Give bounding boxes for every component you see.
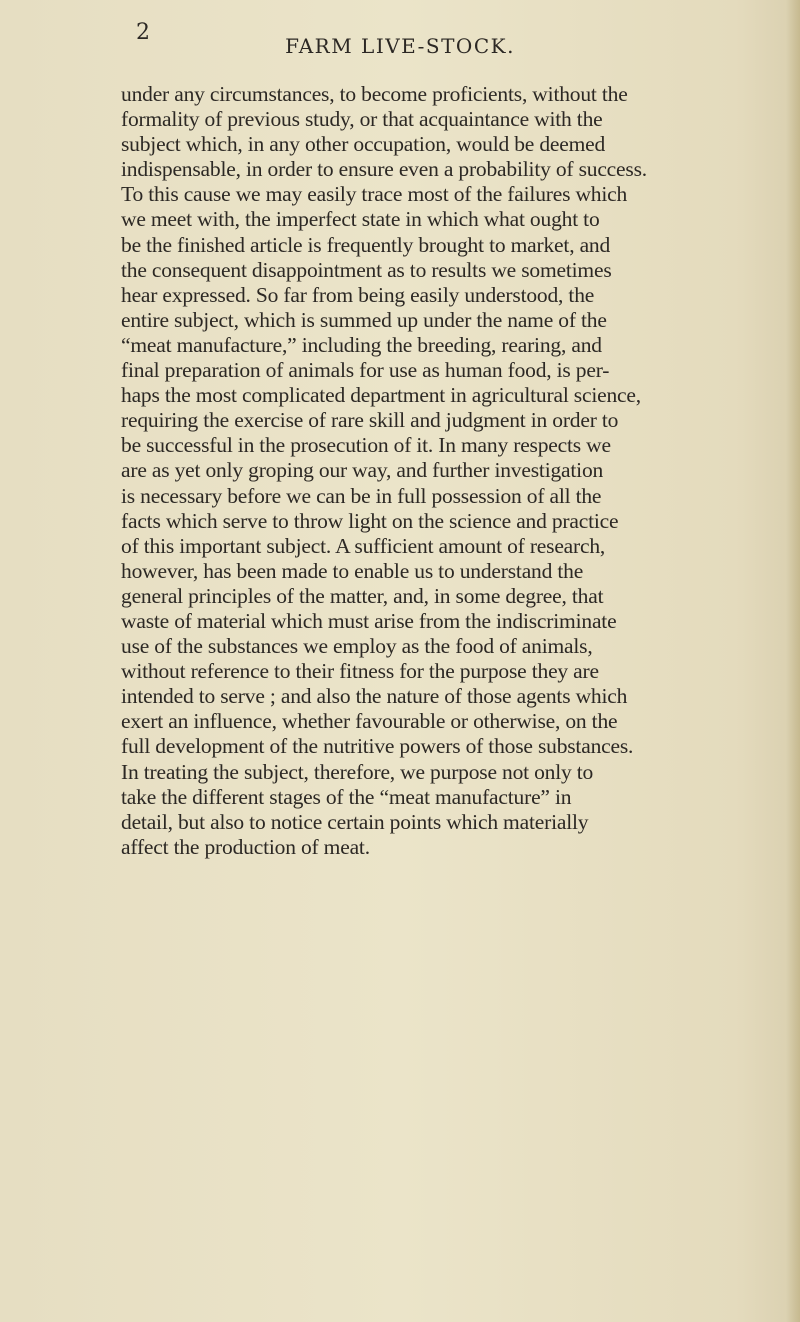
text-line: requiring the exercise of rare skill and judgment in order to: [121, 408, 619, 433]
text-line: under any circumstances, to become proficients, without the: [121, 82, 628, 106]
text-line: final preparation of animals for use as human food, is per-: [121, 358, 610, 383]
text-line: entire subject, which is summed up under the name of the: [121, 307, 607, 332]
text-line: To this cause we may easily trace most of the failures which: [121, 182, 628, 207]
text-line: use of the substances we employ as the food of animals,: [121, 634, 593, 659]
text-line: exert an influence, whether favourable or otherwise, on the: [121, 709, 618, 734]
body-paragraph: [121, 82, 800, 860]
text-line: is necessary before we can be in full possession of all the: [121, 483, 602, 508]
text-line: take the different stages of the “meat manufacture” in: [121, 784, 572, 809]
text-line: without reference to their fitness for the purpose they are: [121, 659, 599, 684]
text-line: formality of previous study, or that acquaintance with the: [121, 107, 603, 132]
text-line: subject which, in any other occupation, would be deemed: [121, 132, 606, 157]
text-line: we meet with, the imperfect state in which what ought to: [121, 207, 600, 232]
text-line: detail, but also to notice certain points which materially: [121, 809, 589, 834]
text-line: of this important subject. A sufficient amount of research,: [121, 533, 606, 558]
text-line: be the finished article is frequently brought to market, and: [121, 232, 611, 257]
text-line: be successful in the prosecution of it. In many respects we: [121, 433, 611, 458]
text-line: waste of material which must arise from the indiscriminate: [121, 608, 617, 633]
text-line: In treating the subject, therefore, we purpose not only to: [121, 759, 594, 784]
text-line: however, has been made to enable us to understand the: [121, 558, 584, 583]
text-line: haps the most complicated department in agricultural science,: [121, 383, 641, 408]
text-line: the consequent disappointment as to results we sometimes: [121, 257, 612, 282]
text-line: general principles of the matter, and, in some degree, that: [121, 583, 604, 608]
page-number: 2: [136, 20, 150, 45]
text-line: affect the production of meat.: [121, 834, 370, 859]
text-line: are as yet only groping our way, and further investigation: [121, 458, 604, 483]
text-line: facts which serve to throw light on the science and practice: [121, 508, 619, 533]
text-line: hear expressed. So far from being easily understood, the: [121, 282, 595, 307]
text-line: indispensable, in order to ensure even a probability of success.: [121, 157, 647, 182]
text-line: full development of the nutritive powers of those substances.: [121, 734, 634, 759]
text-line: “meat manufacture,” including the breeding, rearing, and: [121, 332, 602, 357]
text-line: intended to serve ; and also the nature of those agents which: [121, 684, 628, 709]
running-head: FARM LIVE-STOCK.: [285, 34, 515, 58]
